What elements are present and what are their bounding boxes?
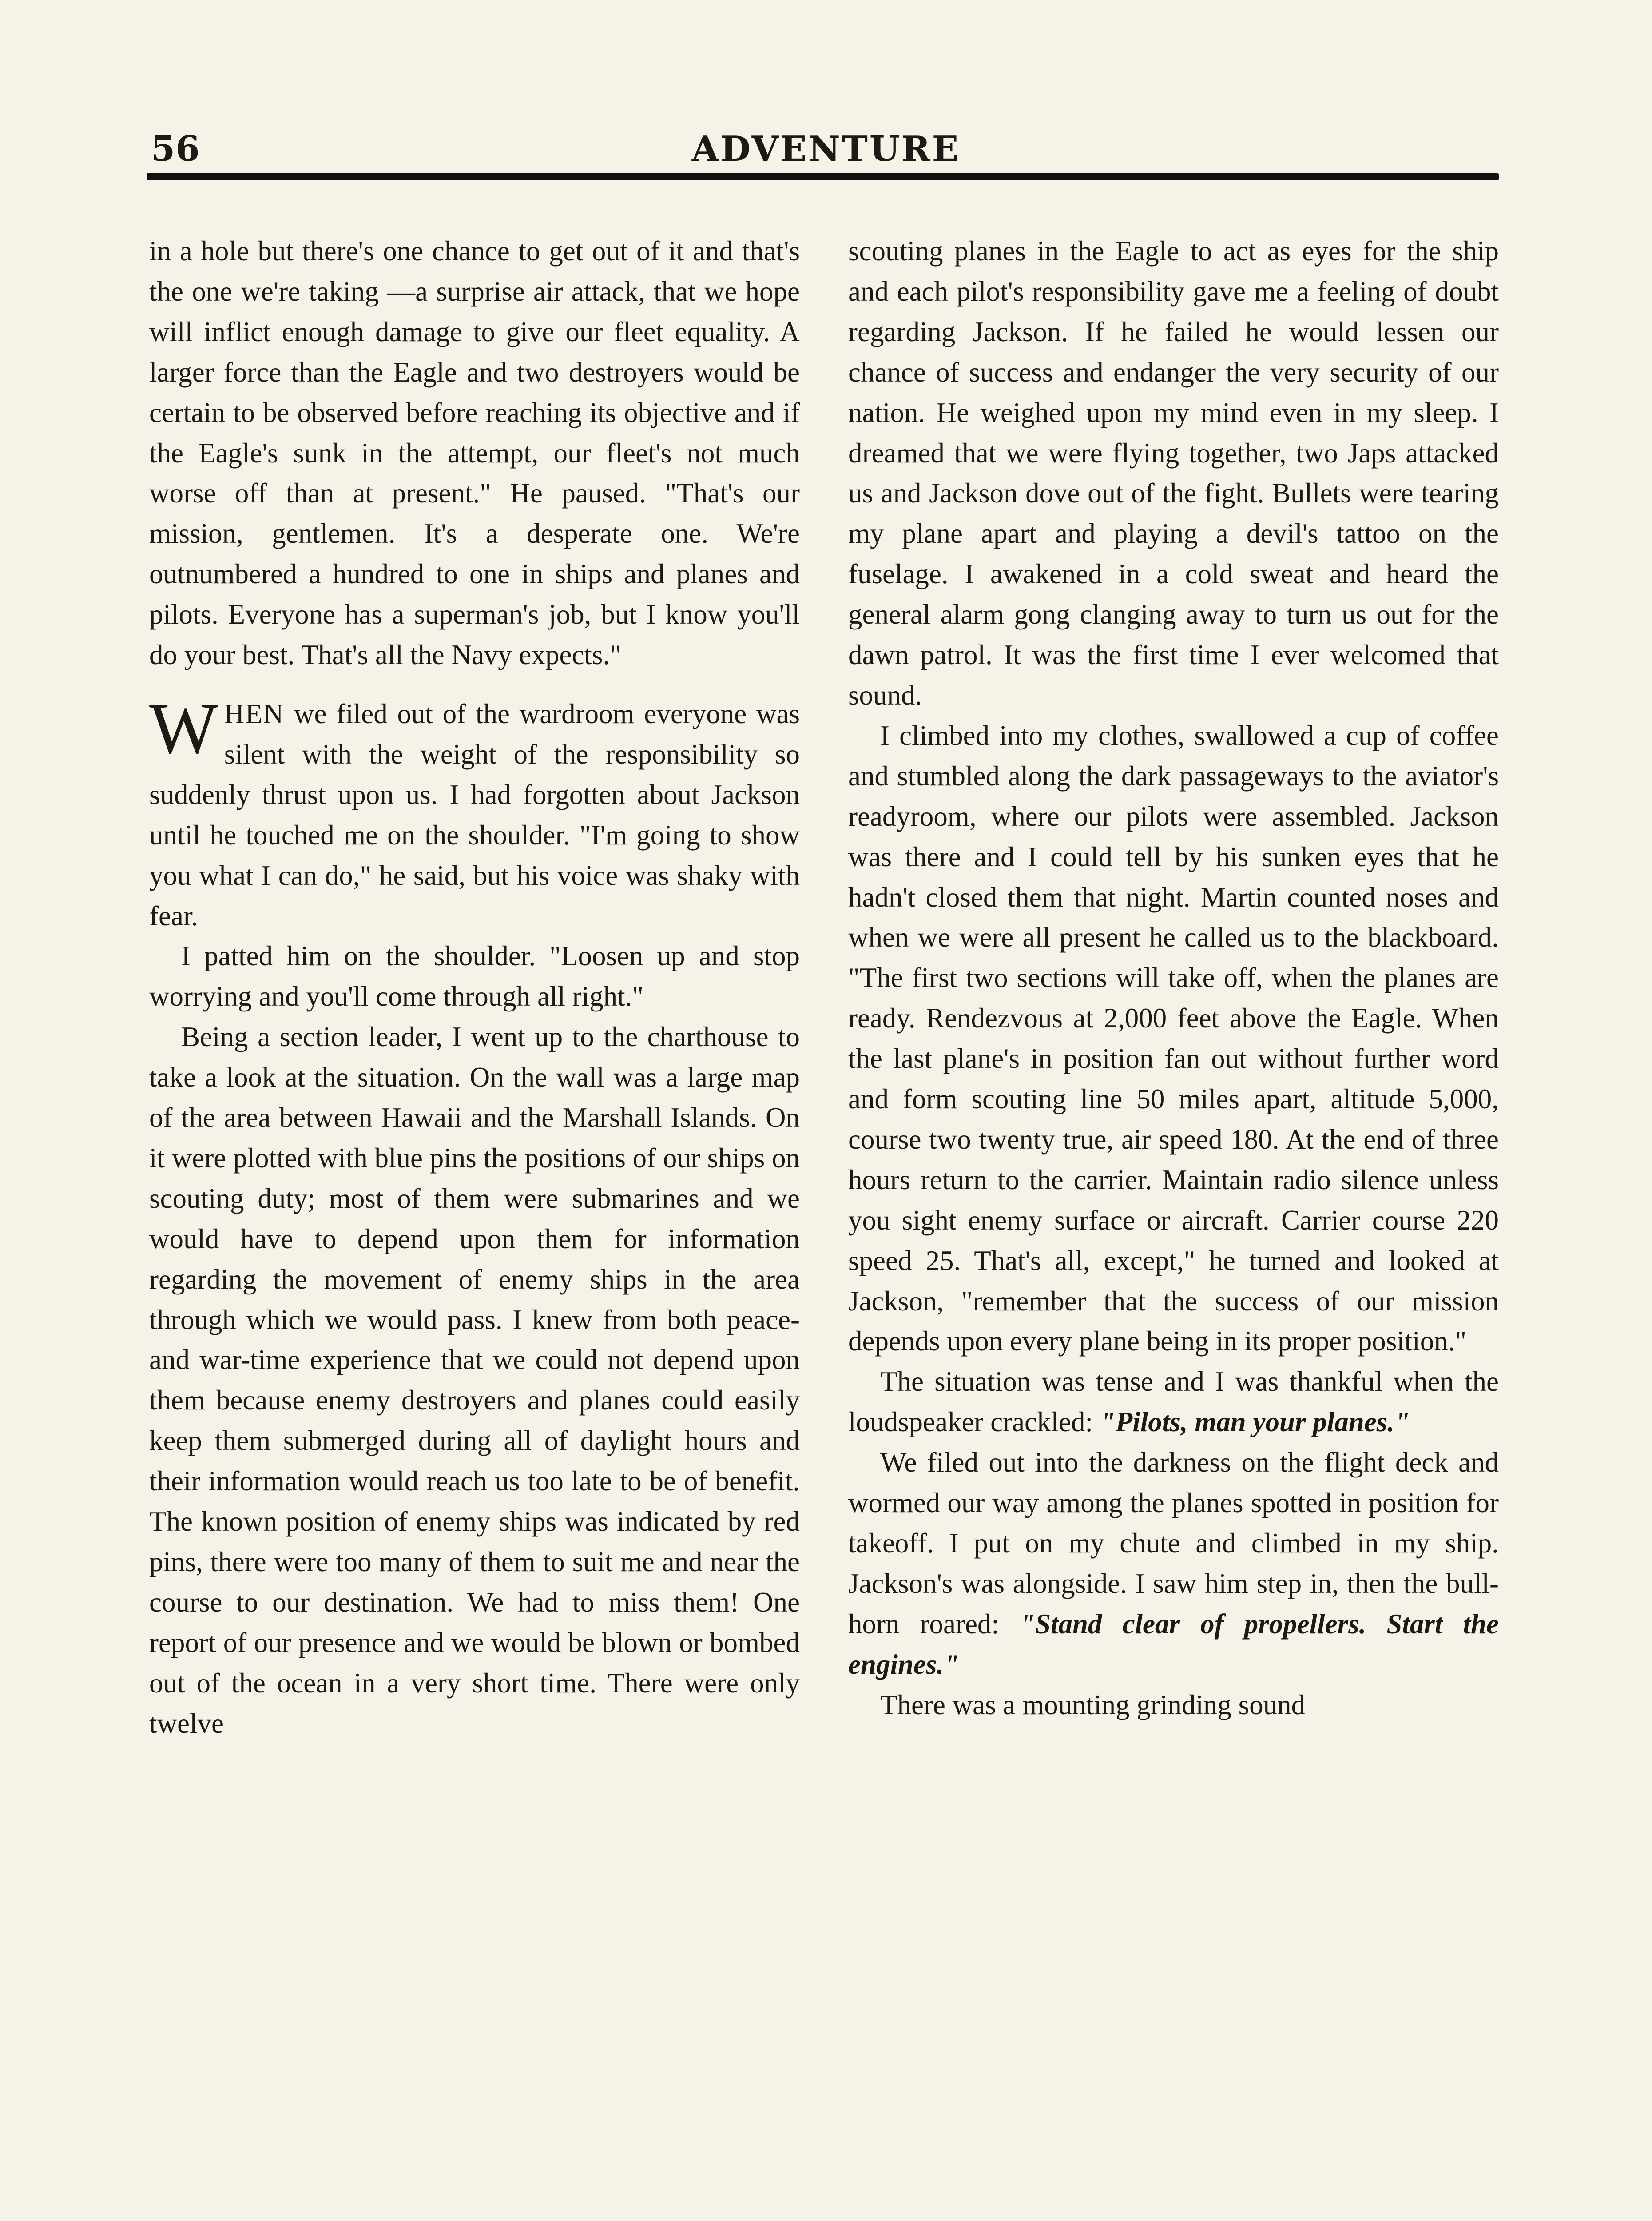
paragraph-text: We filed out into the darkness on the flight deck and wormed our way among the planes spotted in position for takeoff. I put on my chute and climbed in my ship. Jackson's was alongside. I saw him step in, then the bull-horn roared:: [848, 1447, 1499, 1640]
paragraph-text: The situation was tense and I was thankful when the loudspeaker crackled:: [848, 1366, 1499, 1438]
drop-cap: W: [149, 688, 218, 769]
left-column: [149, 231, 800, 1744]
paragraph-text: we filed out of the wardroom everyone was silent with the weight of the responsibility so suddenly thrust upon us. I had forgotten about Jackson until he touched me on the shoulder. "I'm going to show you what I can do," he said, but his voice was shaky with fear.: [149, 698, 800, 931]
right-column: [848, 231, 1499, 1725]
quoted-command: "Pilots, man your planes.": [1100, 1406, 1410, 1438]
page-number: 56: [151, 129, 200, 169]
page-header: [151, 120, 1501, 182]
paragraph: [848, 1361, 1499, 1442]
paragraph: scouting planes in the Eagle to act as eyes for the ship and each pilot's responsibility gave me a feeling of doubt regarding Jackson. If he failed he would lessen our chance of success and endanger the very security of our nation. He weighed upon my mind even in my sleep. I dreamed that we were flying together, two Japs attacked us and Jackson dove out of the fight. Bullets were tearing my plane apart and playing a devil's tattoo on the fuselage. I awakened in a cold sweat and heard the general alarm gong clanging away to turn us out for the dawn patrol. It was the first time I ever welcomed that sound.: [848, 235, 1499, 711]
paragraph: [848, 1442, 1499, 1684]
paragraph: I climbed into my clothes, swallowed a cup of coffee and stumbled along the dark passageways to the aviator's readyroom, where our pilots were assembled. Jackson was there and I could tell by his sunken eyes that he hadn't closed them that night. Martin counted noses and when we were all present he called us to the blackboard. "The first two sections will take off, when the planes are ready. Rendezvous at 2,000 feet above the Eagle. When the last plane's in position fan out without further word and form scouting line 50 miles apart, altitude 5,000, course two twenty true, air speed 180. At the end of three hours return to the carrier. Maintain radio silence unless you sight enemy surface or aircraft. Carrier course 220 speed 25. That's all, except," he turned and looked at Jackson, "remember that the success of our mission depends upon every plane being in its proper position.": [848, 720, 1499, 1357]
paragraph-dropcap: [149, 688, 800, 936]
header-rule: [147, 173, 1499, 180]
paragraph: Being a section leader, I went up to the charthouse to take a look at the situation. On the wall was a large map of the area between Hawaii and the Marshall Islands. On it were plotted with blue pins the positions of our ships on scouting duty; most of them were submarines and we would have to depend upon them for information regarding the movement of enemy ships in the area through which we would pass. I knew from both peace- and war-time experience that we could not depend upon them because enemy destroyers and planes could easily keep them submerged during all of daylight hours and their information would reach us too late to be of benefit. The known position of enemy ships was indicated by red pins, there were too many of them to suit me and near the course to our destination. We had to miss them! One report of our presence and we would be blown or bombed out of the ocean in a very short time. There were only twelve: [149, 1021, 800, 1739]
quoted-command: "Stand clear of propellers. Start the engines.": [848, 1608, 1499, 1680]
paragraph: I patted him on the shoulder. "Loosen up and stop worrying and you'll come through all right.": [149, 940, 800, 1012]
paragraph: in a hole but there's one chance to get out of it and that's the one we're taking —a surprise air attack, that we hope will inflict enough damage to give our fleet equality. A larger force than the Eagle and two destroyers would be certain to be observed before reaching its objective and if the Eagle's sunk in the attempt, our fleet's not much worse off than at present." He paused. "That's our mission, gentlemen. It's a desperate one. We're outnumbered a hundred to one in ships and planes and pilots. Everyone has a superman's job, but I know you'll do your best. That's all the Navy expects.": [149, 235, 800, 671]
paragraph: There was a mounting grinding sound: [880, 1689, 1306, 1720]
smallcaps-lead: HEN: [224, 698, 285, 729]
magazine-title: ADVENTURE: [691, 129, 961, 169]
